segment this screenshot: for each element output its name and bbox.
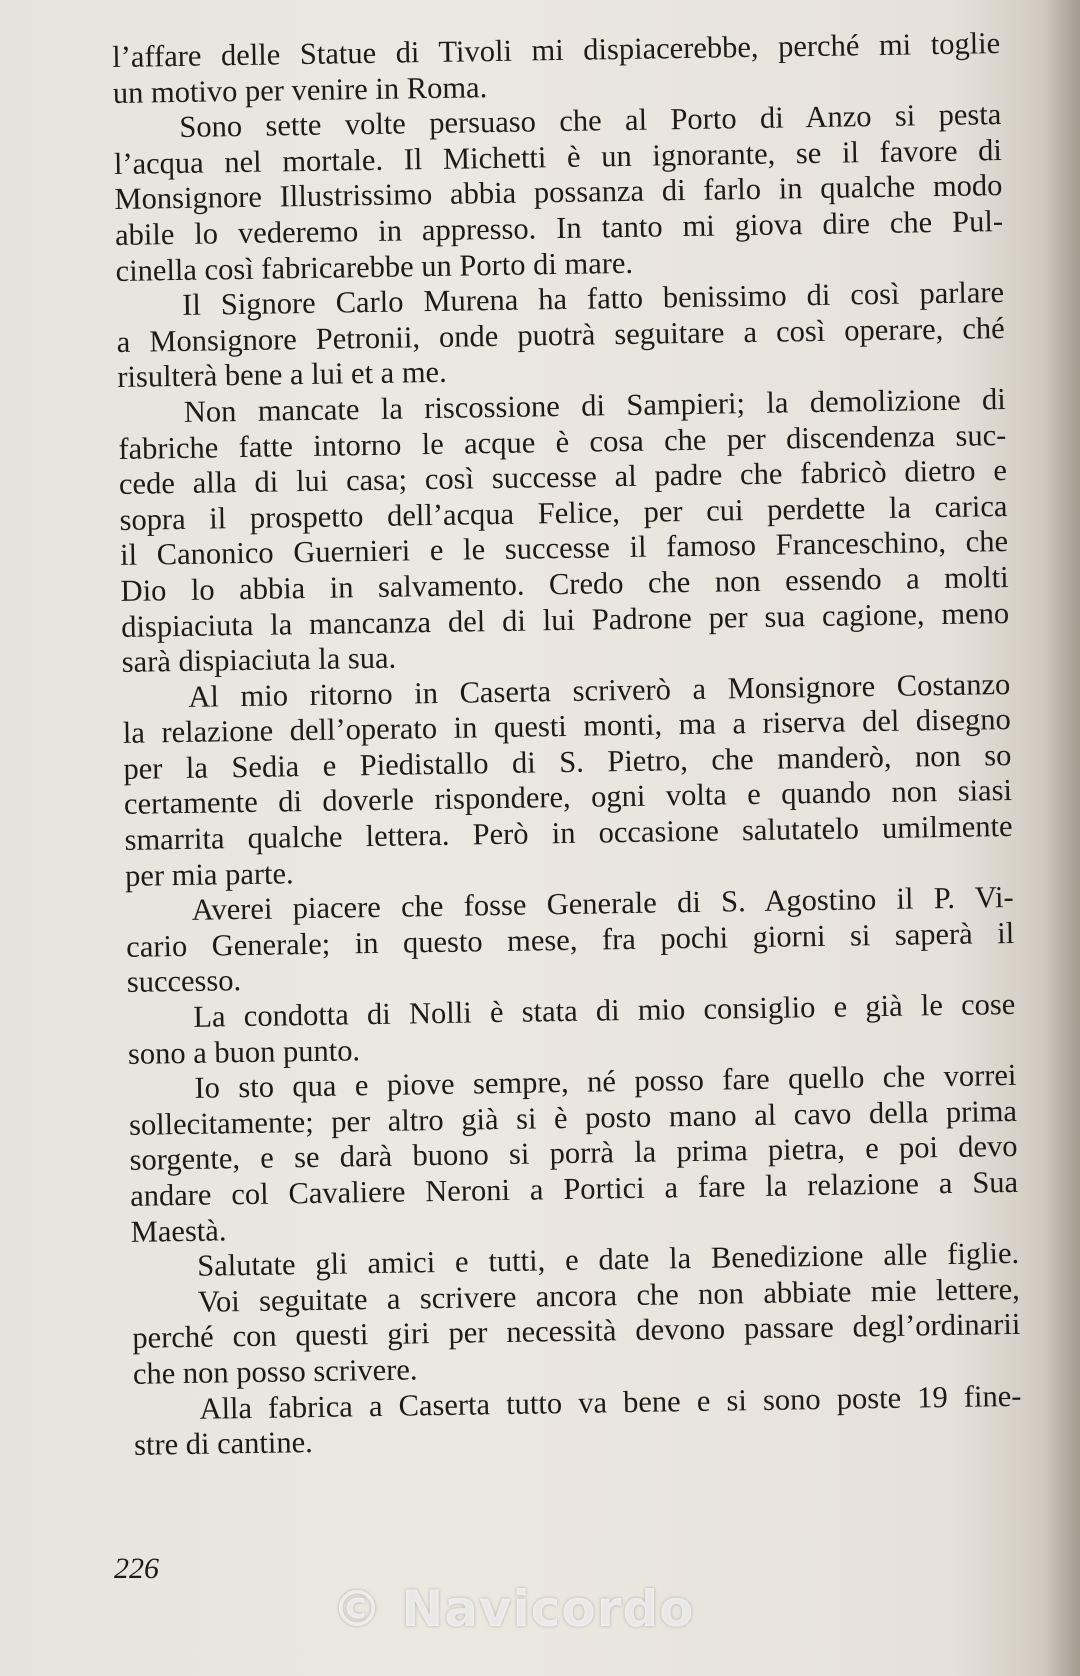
- text-line: sopra il prospetto dell’acqua Felice, per cui perdette la carica: [119, 488, 1008, 537]
- text-line: che non posso scrivere.: [132, 1352, 418, 1391]
- letter-text-block: [112, 26, 1022, 1464]
- text-line: abile lo vederemo in appresso. In tanto mi giova dire che Pul-: [114, 203, 1004, 252]
- text-line: fabriche fatte intorno le acque è cosa che per discendenza suc-: [118, 417, 1007, 466]
- text-line: sorgente, e se darà buono si porrà la prima pietra, e poi devo: [129, 1129, 1018, 1178]
- text-line: perché con questi giri per necessità devono passare degl’ordinarii: [132, 1307, 1021, 1356]
- text-line: Non mancate la riscossione di Sampieri; la demolizione di: [183, 381, 1007, 429]
- text-line: per la Sedia e Piedistallo di S. Pietro, che manderò, non so: [123, 737, 1012, 786]
- text-line: dispiaciuta la mancanza del di lui Padrone per sua cagione, meno: [120, 595, 1010, 644]
- text-line: Monsignore Illustrissimo abbia possanza di farlo in qualche modo: [114, 168, 1003, 217]
- text-line: smarrita qualche lettera. Però in occasione salutatelo umilmente: [124, 809, 1013, 857]
- text-line: Al mio ritorno in Caserta scriverò a Monsignore Costanzo: [188, 666, 1011, 714]
- text-line: cario Generale; in questo mese, fra pochi giorni si saperà il: [125, 915, 1015, 964]
- text-line: Dio lo abbia in salvamento. Credo che non essendo a molti: [120, 559, 1009, 608]
- text-line: Voi seguitate a scrivere ancora che non abbiate mie lettere,: [197, 1271, 1020, 1319]
- text-line: La condotta di Nolli è stata di mio consiglio e già le cose: [193, 986, 1016, 1034]
- text-line: Averei piacere che fosse Generale di S. Agostino il P. Vi-: [191, 880, 1014, 928]
- text-line: Maestà.: [130, 1212, 227, 1249]
- text-line: sarà dispiaciuta la sua.: [121, 640, 397, 680]
- text-line: un motivo per venire in Roma.: [112, 69, 488, 110]
- watermark: [332, 1574, 752, 1644]
- text-line: sono a buon punto.: [127, 1032, 361, 1071]
- text-line: la relazione dell’operato in questi monti, ma a riserva del disegno: [122, 702, 1012, 751]
- watermark-text: © Navicordo: [332, 1580, 695, 1638]
- text-line: stre di cantine.: [133, 1425, 314, 1462]
- text-line: Io sto qua e piove sempre, né posso fare quello che vorrei: [194, 1058, 1017, 1106]
- text-line: l’acqua nel mortale. Il Michetti è un ignorante, se il favore di: [113, 132, 1003, 181]
- text-line: Salutate gli amici e tutti, e date la Benedizione alle figlie.: [197, 1236, 1020, 1283]
- text-line: certamente di doverle rispondere, ogni volta e quando non siasi: [123, 773, 1013, 822]
- text-line: Il Signore Carlo Murena ha fatto benissimo di così parlare: [181, 275, 1005, 323]
- text-line: Alla fabrica a Caserta tutto va bene e si sono poste 19 fine-: [199, 1378, 1022, 1426]
- spine-shadow: [1046, 0, 1080, 1676]
- text-line: a Monsignore Petronii, onde puotrà seguitare a così operare, ché: [116, 310, 1005, 359]
- page-number: 226: [114, 1552, 159, 1585]
- text-line: cinella così fabricarebbe un Porto di mare.: [115, 245, 634, 288]
- text-line: sollecitamente; per altro già si è posto mano al cavo della prima: [128, 1093, 1018, 1142]
- text-line: Sono sette volte persuaso che al Porto di Anzo si pesta: [179, 97, 1002, 145]
- text-line: risulterà bene a lui et a me.: [117, 355, 447, 395]
- text-line: successo.: [126, 963, 242, 1000]
- text-line: cede alla di lui casa; così successe al padre che fabricò dietro e: [118, 453, 1008, 502]
- text-line: l’affare delle Statue di Tivoli mi dispiacerebbe, perché mi toglie: [112, 26, 1001, 74]
- text-line: il Canonico Guernieri e le successe il famoso Franceschino, che: [119, 524, 1009, 573]
- text-line: andare col Cavaliere Neroni a Portici a fare la relazione a Sua: [129, 1164, 1019, 1213]
- text-line: per mia parte.: [124, 855, 294, 893]
